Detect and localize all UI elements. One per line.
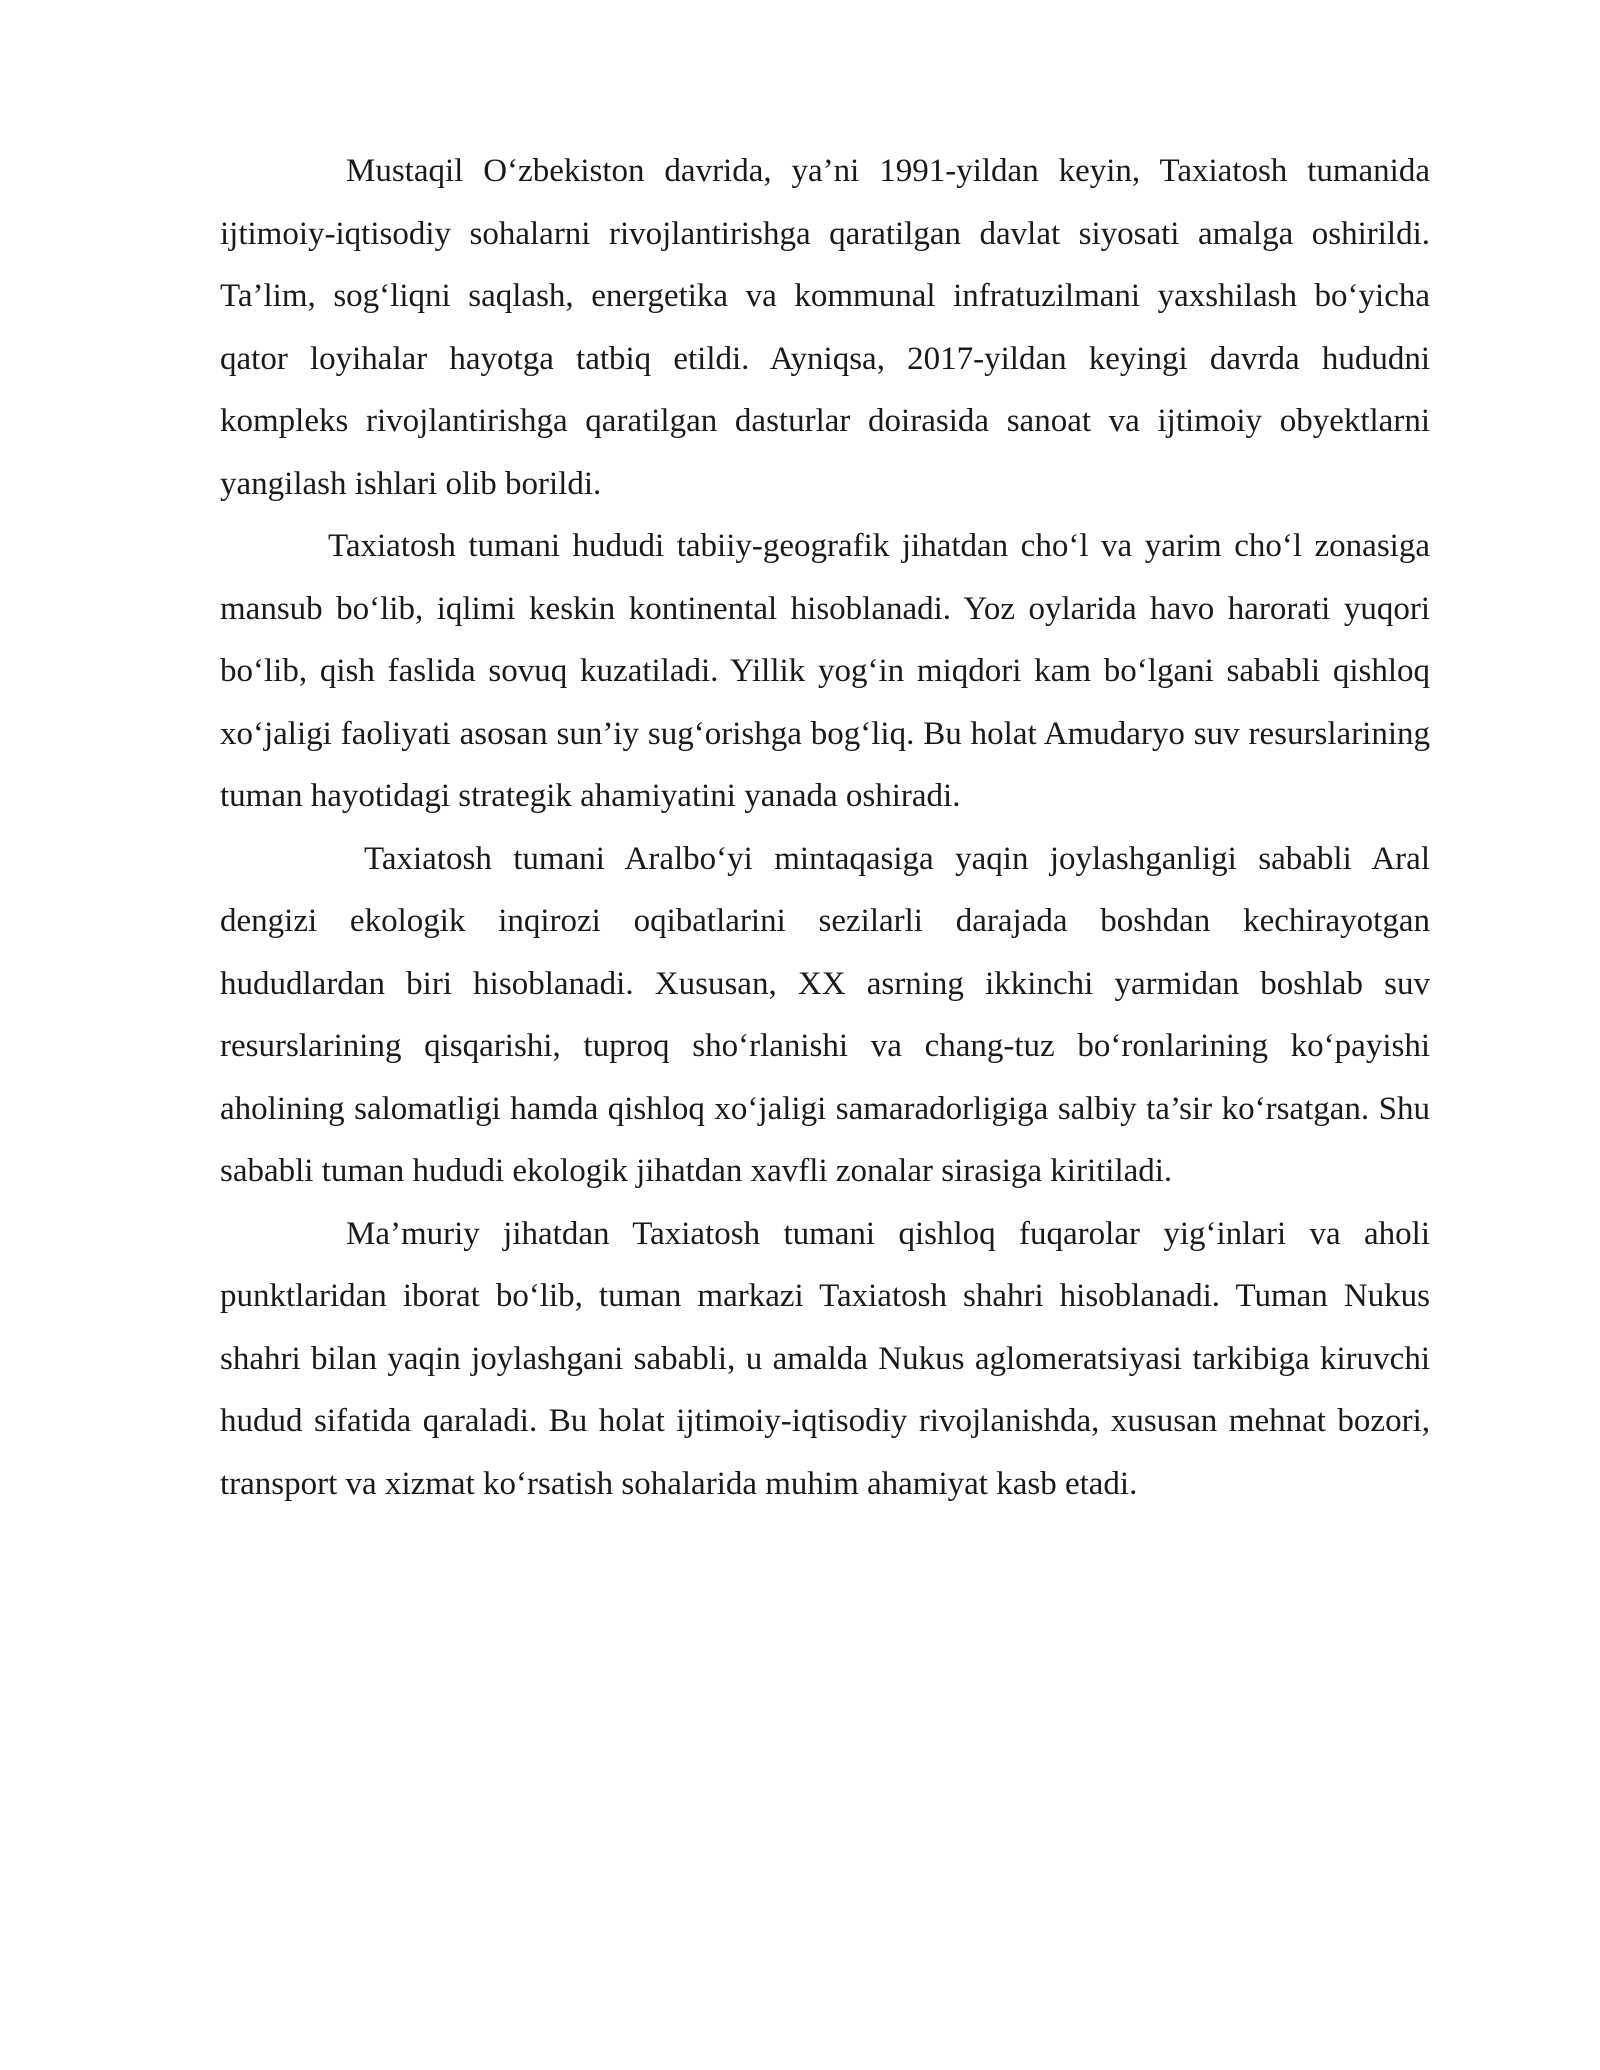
paragraph: Taxiatosh tumani hududi tabiiy-geografik jihatdan cho‘l va yarim cho‘l zonasiga mansub bo‘lib, iqlimi keskin kontinental hisoblanadi. Yoz oylarida havo harorati yuqori bo‘lib, qish faslida sovuq kuzatiladi. Yillik yog‘in miqdori kam bo‘lgani sababli qishloq xo‘jaligi faoliyati asosan sun’iy sug‘orishga bog‘liq. Bu holat Amudaryo suv resurslarining tuman hayotidagi strategik ahamiyatini yanada oshiradi. — [220, 528, 1430, 814]
document-body — [220, 140, 1430, 1515]
paragraph: Mustaqil O‘zbekiston davrida, ya’ni 1991-yildan keyin, Taxiatosh tumanida ijtimoiy-iqtisodiy sohalarni rivojlantirishga qaratilgan davlat siyosati amalga oshirildi. Ta’lim, sog‘liqni saqlash, energetika va kommunal infratuzilmani yaxshilash bo‘yicha qator loyihalar hayotga tatbiq etildi. Ayniqsa, 2017-yildan keyingi davrda hududni kompleks rivojlantirishga qaratilgan dasturlar doirasida sanoat va ijtimoiy obyektlarni yangilash ishlari olib borildi. — [220, 153, 1430, 502]
paragraph: Ma’muriy jihatdan Taxiatosh tumani qishloq fuqarolar yig‘inlari va aholi punktlaridan iborat bo‘lib, tuman markazi Taxiatosh shahri hisoblanadi. Tuman Nukus shahri bilan yaqin joylashgani sababli, u amalda Nukus aglomeratsiyasi tarkibiga kiruvchi hudud sifatida qaraladi. Bu holat ijtimoiy-iqtisodiy rivojlanishda, xususan mehnat bozori, transport va xizmat ko‘rsatish sohalarida muhim ahamiyat kasb etadi. — [220, 1215, 1430, 1502]
paragraph: Taxiatosh tumani Aralbo‘yi mintaqasiga yaqin joylashganligi sababli Aral dengizi ekologik inqirozi oqibatlarini sezilarli darajada boshdan kechirayotgan hududlardan biri hisoblanadi. Xususan, XX asrning ikkinchi yarmidan boshlab suv resurslarining qisqarishi, tuproq sho‘rlanishi va chang-tuz bo‘ronlarining ko‘payishi aholining salomatligi hamda qishloq xo‘jaligi samaradorligiga salbiy ta’sir ko‘rsatgan. Shu sababli tuman hududi ekologik jihatdan xavfli zonalar sirasiga kiritiladi. — [220, 840, 1430, 1189]
